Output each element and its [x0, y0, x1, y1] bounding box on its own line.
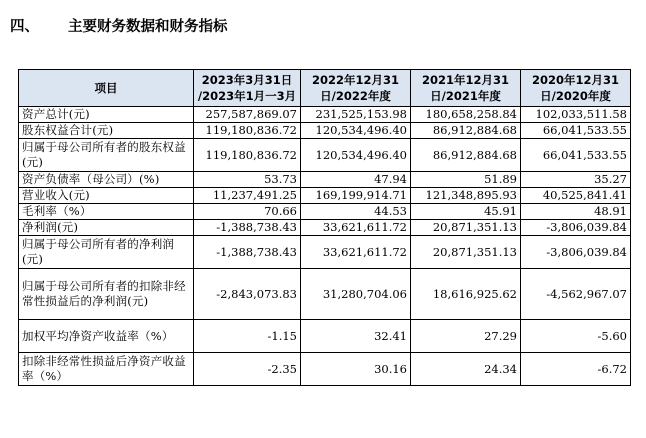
cell-value: 20,871,351.13 — [411, 236, 521, 269]
cell-value: 45.91 — [411, 204, 521, 220]
cell-value: -2,843,073.83 — [194, 269, 301, 320]
row-label: 加权平均净资产收益率（%） — [19, 320, 194, 353]
table-row — [19, 139, 631, 172]
cell-value: 121,348,895.93 — [411, 188, 521, 204]
cell-value: 24.34 — [411, 353, 521, 386]
cell-value: 53.73 — [194, 172, 301, 188]
cell-value: 66,041,533.55 — [521, 139, 631, 172]
header-period-2020: 2020年12月31 日/2020年度 — [521, 70, 631, 107]
cell-value: 119,180,836.72 — [194, 139, 301, 172]
row-label: 归属于母公司所有者的股东权益(元) — [19, 139, 194, 172]
cell-value: 257,587,869.07 — [194, 107, 301, 123]
cell-value: 70.66 — [194, 204, 301, 220]
cell-value: 27.29 — [411, 320, 521, 353]
table-row — [19, 188, 631, 204]
header-period-2021: 2021年12月31 日/2021年度 — [411, 70, 521, 107]
cell-value: 33,621,611.72 — [301, 220, 411, 236]
table-row — [19, 353, 631, 386]
table-row — [19, 172, 631, 188]
table-row — [19, 107, 631, 123]
cell-value: 47.94 — [301, 172, 411, 188]
section-number: 四、 — [10, 18, 39, 35]
table-row — [19, 220, 631, 236]
row-label: 扣除非经常性损益后净资产收益率（%） — [19, 353, 194, 386]
cell-value: 231,525,153.98 — [301, 107, 411, 123]
table-row — [19, 320, 631, 353]
cell-value: 18,616,925.62 — [411, 269, 521, 320]
cell-value: -5.60 — [521, 320, 631, 353]
cell-value: 35.27 — [521, 172, 631, 188]
cell-value: -2.35 — [194, 353, 301, 386]
table-header-row — [19, 70, 631, 107]
table-row — [19, 204, 631, 220]
row-label: 归属于母公司所有者的扣除非经常性损益后的净利润(元) — [19, 269, 194, 320]
financial-data-table — [18, 69, 631, 386]
cell-value: -4,562,967.07 — [521, 269, 631, 320]
header-period-2023q1: 2023年3月31日 /2023年1月一3月 — [194, 70, 301, 107]
cell-value: 40,525,841.41 — [521, 188, 631, 204]
header-item: 项目 — [19, 70, 194, 107]
cell-value: 102,033,511.58 — [521, 107, 631, 123]
section-heading — [10, 14, 228, 36]
row-label: 毛利率（%） — [19, 204, 194, 220]
cell-value: 33,621,611.72 — [301, 236, 411, 269]
cell-value: 51.89 — [411, 172, 521, 188]
cell-value: 31,280,704.06 — [301, 269, 411, 320]
header-period-2022: 2022年12月31 日/2022年度 — [301, 70, 411, 107]
cell-value: 120,534,496.40 — [301, 123, 411, 139]
cell-value: 119,180,836.72 — [194, 123, 301, 139]
row-label: 营业收入(元) — [19, 188, 194, 204]
cell-value: -1,388,738.43 — [194, 236, 301, 269]
cell-value: 66,041,533.55 — [521, 123, 631, 139]
row-label: 资产总计(元) — [19, 107, 194, 123]
cell-value: 86,912,884.68 — [411, 139, 521, 172]
row-label: 资产负债率（母公司）(%) — [19, 172, 194, 188]
cell-value: 120,534,496.40 — [301, 139, 411, 172]
cell-value: 11,237,491.25 — [194, 188, 301, 204]
cell-value: -1,388,738.43 — [194, 220, 301, 236]
cell-value: 86,912,884.68 — [411, 123, 521, 139]
row-label: 归属于母公司所有者的净利润(元) — [19, 236, 194, 269]
cell-value: 20,871,351.13 — [411, 220, 521, 236]
cell-value: 169,199,914.71 — [301, 188, 411, 204]
cell-value: -1.15 — [194, 320, 301, 353]
cell-value: 180,658,258.84 — [411, 107, 521, 123]
cell-value: -3,806,039.84 — [521, 220, 631, 236]
cell-value: 44.53 — [301, 204, 411, 220]
table-row — [19, 123, 631, 139]
row-label: 股东权益合计(元) — [19, 123, 194, 139]
cell-value: -6.72 — [521, 353, 631, 386]
table-row — [19, 236, 631, 269]
table-row — [19, 269, 631, 320]
row-label: 净利润(元) — [19, 220, 194, 236]
cell-value: 32.41 — [301, 320, 411, 353]
cell-value: 48.91 — [521, 204, 631, 220]
cell-value: -3,806,039.84 — [521, 236, 631, 269]
cell-value: 30.16 — [301, 353, 411, 386]
section-title: 主要财务数据和财务指标 — [68, 18, 228, 35]
